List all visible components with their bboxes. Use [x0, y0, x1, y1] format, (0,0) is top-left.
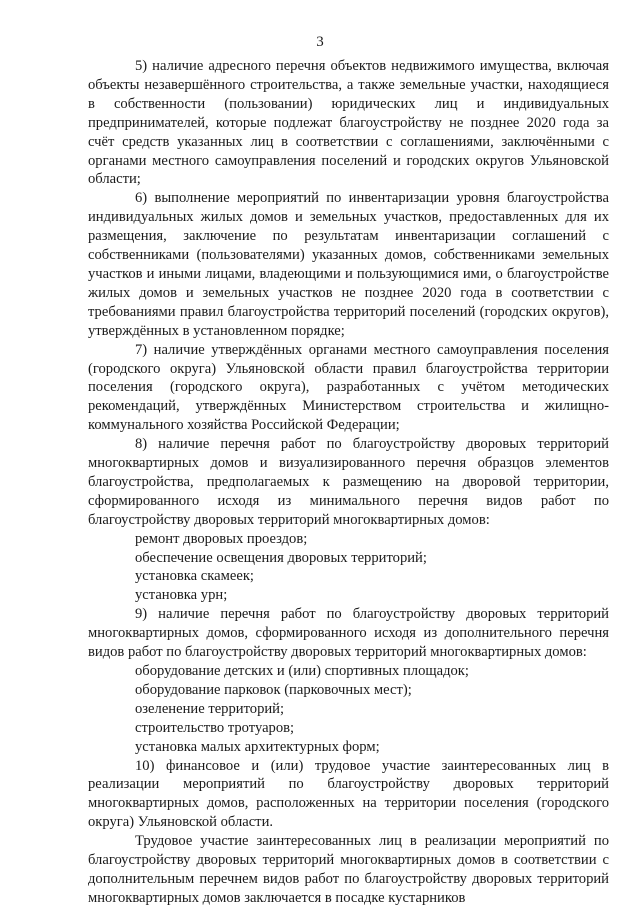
paragraph-item-10: 10) финансовое и (или) трудовое участие заинтересованных лиц в реализации мероприятий по благоустройству дворовых территорий многоквартирных домов, расположенных на территории поселения (городского округа) Ульяновской области.: [88, 757, 609, 831]
paragraph-item-9: 9) наличие перечня работ по благоустройству дворовых территорий многоквартирных домов, сформированного исходя из дополнительного перечня видов работ по благоустройству дворовых территорий многоквартирных домов:: [88, 606, 609, 661]
list-item: обеспечение освещения дворовых территорий;: [135, 549, 427, 566]
paragraph-item-6: 6) выполнение мероприятий по инвентаризации уровня благоустройства индивидуальных жилых домов и земельных участков, предоставленных для их размещения, заключение по результатам инвентаризации соглашений с собственниками (пользователями) указанных домов, собственниками земельных участков и иными лицами, владеющими и пользующимися ими, о благоустройстве жилых домов и земельных участков не позднее 2020 года в соответствии с требованиями правил благоустройства территорий поселений (городских округов), утверждённых в установленном порядке;: [88, 190, 609, 339]
list-item: оборудование парковок (парковочных мест);: [135, 681, 412, 698]
list-item: установка урн;: [135, 587, 228, 604]
paragraph-labor-participation: Трудовое участие заинтересованных лиц в реализации мероприятий по благоустройству дворовых территорий многоквартирных домов в соответствии с дополнительным перечнем видов работ по благоустройству дворовых территорий многоквартирных домов заключается в посадке кустарников: [88, 833, 609, 906]
document-body: [88, 57, 609, 908]
list-item: установка малых архитектурных форм;: [135, 738, 380, 755]
list-item: озеленение территорий;: [135, 700, 285, 717]
list-item: оборудование детских и (или) спортивных площадок;: [135, 663, 469, 679]
paragraph-item-8: 8) наличие перечня работ по благоустройству дворовых территорий многоквартирных домов и визуализированного перечня образцов элементов благоустройства, предполагаемых к размещению на дворовой территории, сформированного исходя из минимального перечня видов работ по благоустройству дворовых территорий многоквартирных домов:: [88, 436, 609, 528]
list-item: строительство тротуаров;: [135, 719, 295, 736]
list-item: установка скамеек;: [135, 568, 254, 585]
list-item: ремонт дворовых проездов;: [135, 530, 308, 547]
paragraph-item-5: 5) наличие адресного перечня объектов недвижимого имущества, включая объекты незавершённого строительства, а также земельные участки, находящиеся в собственности (пользовании) юридических лиц и индивидуальных предпринимателей, которые подлежат благоустройству не позднее 2020 года за счёт средств указанных лиц в соответствии с соглашениями, заключёнными с органами местного самоуправления поселений и городских округов Ульяновской области;: [88, 58, 609, 188]
paragraph-item-7: 7) наличие утверждённых органами местного самоуправления поселения (городского округа) Ульяновской области правил благоустройства территории поселения (городского округа), разработанных с учётом методических рекомендаций, утверждённых Министерством строительства и жилищно-коммунального хозяйства Российской Федерации;: [88, 341, 609, 434]
page-number: 3: [316, 34, 324, 50]
